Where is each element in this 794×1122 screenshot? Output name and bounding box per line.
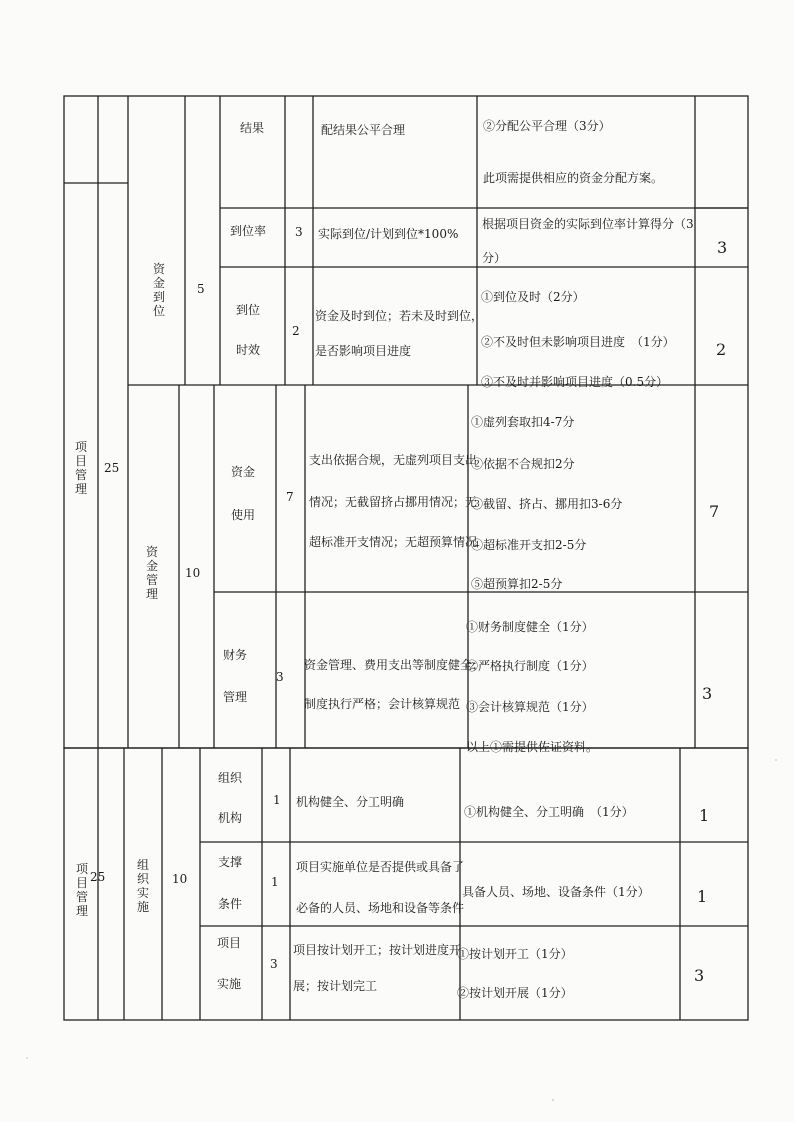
level2-organization-implementation: 组织实施 xyxy=(136,858,149,914)
indicator-fund-use-2: 使用 xyxy=(231,508,256,522)
method-fund-use-5: ⑤超预算扣2-5分 xyxy=(471,577,563,591)
method-finance-management-3: ③会计核算规范（1分） xyxy=(466,700,594,714)
method-support: 具备人员、场地、设备条件（1分） xyxy=(462,885,650,899)
score-support: 1 xyxy=(697,887,708,906)
level2-organization-implementation-score: 10 xyxy=(172,872,188,886)
indicator-support-1: 支撑 xyxy=(218,855,243,869)
score-arrival-rate: 3 xyxy=(717,238,728,257)
standard-finance-management-1: 资金管理、费用支出等制度健全； xyxy=(304,658,485,672)
standard-arrival-rate: 实际到位/计划到位*100% xyxy=(318,227,459,241)
standard-support-2: 必备的人员、场地和设备等条件 xyxy=(296,901,465,915)
indicator-implementation-2: 实施 xyxy=(217,977,242,991)
indicator-support-2: 条件 xyxy=(218,897,243,911)
score-implementation: 3 xyxy=(694,966,705,985)
method-fund-use-4: ④超标准开支扣2-5分 xyxy=(471,538,587,552)
level2-fund-management-score: 10 xyxy=(185,566,201,580)
weight-fund-use: 7 xyxy=(286,490,294,504)
level2-fund-management: 资金管理 xyxy=(145,545,158,601)
indicator-finance-management-2: 管理 xyxy=(223,690,248,704)
standard-organization: 机构健全、分工明确 xyxy=(296,795,405,809)
standard-finance-management-2: 制度执行严格；会计核算规范 xyxy=(304,697,461,711)
standard-result: 配结果公平合理 xyxy=(321,123,406,137)
indicator-organization-1: 组织 xyxy=(218,771,243,785)
standard-fund-use-2: 情况；无截留挤占挪用情况；无 xyxy=(309,495,478,509)
indicator-arrival-timeliness-1: 到位 xyxy=(236,303,261,317)
indicator-organization-2: 机构 xyxy=(218,811,243,825)
method-fund-use-1: ①虚列套取扣4-7分 xyxy=(471,415,575,429)
method-arrival-rate-2: 分） xyxy=(482,251,507,265)
standard-arrival-timeliness-1: 资金及时到位；若未及时到位， xyxy=(315,309,484,323)
weight-organization: 1 xyxy=(273,793,281,807)
indicator-arrival-timeliness-2: 时效 xyxy=(236,343,261,357)
method-implementation-2: ②按计划开展（1分） xyxy=(457,986,573,1000)
indicator-result: 结果 xyxy=(240,121,265,135)
method-arrival-timeliness-3: ③不及时并影响项目进度（0.5分） xyxy=(481,375,669,389)
method-finance-management-4: 以上①需提供佐证资料。 xyxy=(466,740,599,754)
method-implementation-1: ①按计划开工（1分） xyxy=(457,947,573,961)
method-organization: ①机构健全、分工明确 （1分） xyxy=(464,805,634,819)
level2-fund-arrival-score: 5 xyxy=(197,282,205,296)
standard-support-1: 项目实施单位是否提供或具备了 xyxy=(296,860,465,874)
score-organization: 1 xyxy=(699,806,710,825)
method-arrival-timeliness-1: ①到位及时（2分） xyxy=(481,290,585,304)
level1-score-bottom: 25 xyxy=(90,870,106,884)
level1-project-management-bottom: 项目管理 xyxy=(75,862,88,918)
indicator-implementation-1: 项目 xyxy=(217,936,242,950)
indicator-arrival-rate: 到位率 xyxy=(230,224,267,238)
weight-support: 1 xyxy=(271,875,279,889)
score-fund-use: 7 xyxy=(709,502,720,521)
level1-project-management-top: 项目管理 xyxy=(74,440,87,496)
standard-implementation-1: 项目按计划开工；按计划进度开 xyxy=(293,943,462,957)
indicator-fund-use-1: 资金 xyxy=(231,465,256,479)
weight-implementation: 3 xyxy=(270,957,278,971)
standard-arrival-timeliness-2: 是否影响项目进度 xyxy=(315,344,412,358)
method-arrival-timeliness-2: ②不及时但未影响项目进度 （1分） xyxy=(481,335,675,349)
method-fund-use-2: ②依据不合规扣2分 xyxy=(471,457,575,471)
level2-fund-arrival: 资金到位 xyxy=(152,262,165,318)
score-arrival-timeliness: 2 xyxy=(716,340,727,359)
score-finance-management: 3 xyxy=(702,684,713,703)
weight-arrival-timeliness: 2 xyxy=(292,324,300,338)
weight-arrival-rate: 3 xyxy=(295,225,303,239)
method-finance-management-2: ②严格执行制度（1分） xyxy=(466,659,594,673)
weight-finance-management: 3 xyxy=(276,670,284,684)
level1-score-top: 25 xyxy=(104,461,120,475)
method-arrival-rate-1: 根据项目资金的实际到位率计算得分（3 xyxy=(482,217,694,231)
method-result-1: ②分配公平合理（3分） xyxy=(483,119,611,133)
method-finance-management-1: ①财务制度健全（1分） xyxy=(466,620,594,634)
standard-fund-use-1: 支出依据合规，无虚列项目支出 xyxy=(309,453,478,467)
standard-implementation-2: 展；按计划完工 xyxy=(293,979,378,993)
method-fund-use-3: ③截留、挤占、挪用扣3-6分 xyxy=(471,497,623,511)
standard-fund-use-3: 超标准开支情况；无超预算情况 xyxy=(309,535,478,549)
method-result-2: 此项需提供相应的资金分配方案。 xyxy=(483,171,664,185)
indicator-finance-management-1: 财务 xyxy=(223,648,248,662)
